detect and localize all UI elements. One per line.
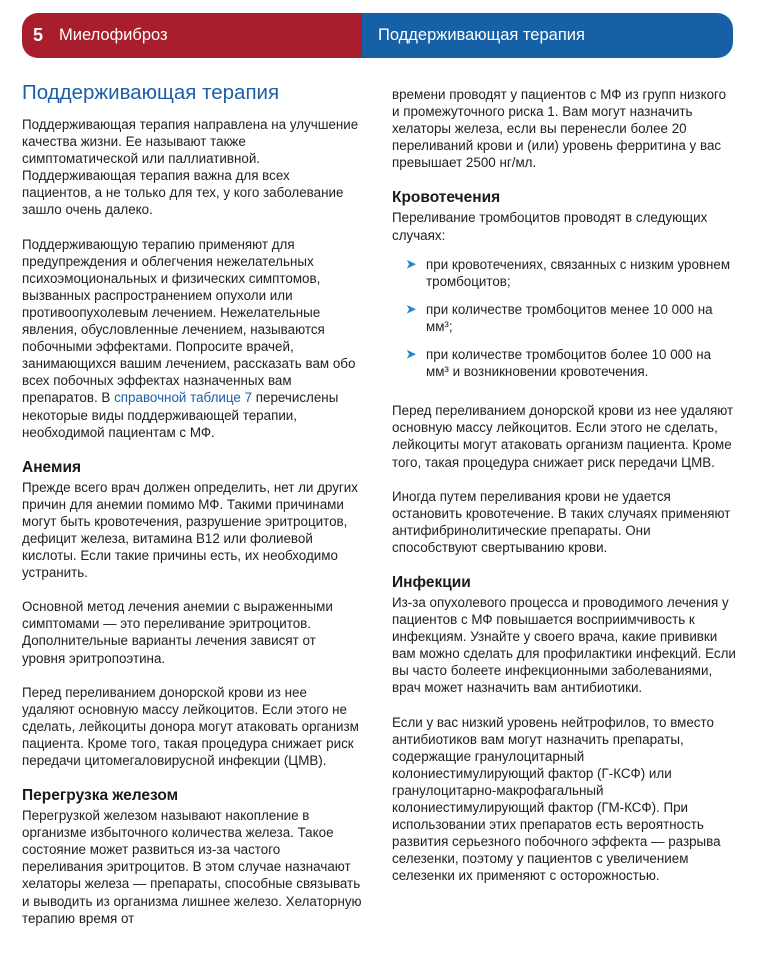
left-column bbox=[22, 80, 362, 927]
chevron-right-icon: ➤ bbox=[406, 347, 417, 362]
bleeding-paragraph-2: Иногда путем переливания крови не удается остановить кровотечение. В таких случаях применяют антифибринолитические препараты. Они способствуют свертыванию крови. bbox=[392, 488, 731, 555]
infections-heading: Инфекции bbox=[392, 573, 471, 591]
bleeding-paragraph-1: Перед переливанием донорской крови из нее удаляют основную массу лейкоцитов. Если этого не сделать, лейкоциты могут атаковать организм пациента. Кроме того, такая процедура снижает риск передачи ЦМВ. bbox=[392, 403, 734, 470]
iron-overload-heading: Перегрузка железом bbox=[22, 787, 179, 805]
right-column bbox=[392, 86, 737, 884]
table-7-link[interactable]: справочной таблице 7 bbox=[114, 390, 253, 406]
bleeding-intro: Переливание тромбоцитов проводят в следующих случаях: bbox=[392, 210, 708, 243]
chevron-right-icon: ➤ bbox=[406, 301, 417, 316]
list-item: ➤ при количестве тромбоцитов менее 10 000 на мм³; bbox=[406, 301, 713, 334]
list-item: ➤ при количестве тромбоцитов более 10 000 на мм³ и возникновении кровотечения. bbox=[406, 347, 712, 380]
chevron-right-icon: ➤ bbox=[406, 256, 417, 271]
list-item: ➤ при кровотечениях, связанных с низким уровнем тромбоцитов; bbox=[406, 256, 731, 289]
anemia-paragraph-2: Основной метод лечения анемии с выраженными симптомами — это переливание эритроцитов. Дополнительные варианты лечения зависят от уровня эритропоэтина. bbox=[22, 599, 333, 666]
iron-overload-paragraph: Перегрузкой железом называют накопление в организме избыточного количества железа. Такое состояние может развиться из-за частого переливания эритроцитов. В этом случае назначают хелаторы железа — препараты, способные связывать и выводить из организма лишнее железо. Хелаторную терапию время от bbox=[22, 808, 362, 926]
infections-paragraph-2: Если у вас низкий уровень нейтрофилов, то вместо антибиотиков вам могут назначить препараты, содержащие гранулоцитарный колониестимулирующий фактор (Г-КСФ) или гранулоцитарно-макрофагальный колониестимулирующий фактор (ГМ-КСФ). При использовании этих препаратов есть вероятность развития серьезного побочного эффекта — разрыва селезенки, поэтому у пациентов с увеличением селезенки их применяют с осторожностью. bbox=[392, 714, 721, 884]
chapter-band bbox=[22, 13, 362, 58]
anemia-paragraph-3: Перед переливанием донорской крови из нее удаляют основную массу лейкоцитов. Если этого не сделать, лейкоциты донора могут атаковать организм пациента. Кроме того, такая процедура снижает риск передачи цитомегаловирусной инфекции (ЦМВ). bbox=[22, 684, 359, 768]
infections-paragraph-1: Из-за опухолевого процесса и проводимого лечения у пациентов с МФ повышается восприимчивость к инфекциям. Узнайте у своего врача, какие прививки вам можно сделать для профилактики инфекций. Если вы часто болеете инфекционными заболеваниями, врач может назначить вам антибиотики. bbox=[392, 594, 736, 696]
page-number: 5 bbox=[33, 25, 44, 45]
bleeding-heading: Кровотечения bbox=[392, 189, 501, 207]
iron-overload-continued: времени проводят у пациентов с МФ из групп низкого и промежуточного риска 1. Вам могут назначить хелаторы железа, если вы перенесли более 20 переливаний крови и (или) уровень ферритина у вас превышает 2500 нг/мл. bbox=[392, 87, 727, 171]
section-band bbox=[362, 13, 733, 58]
page-title: Поддерживающая терапия bbox=[22, 81, 280, 104]
intro-paragraph-2-tail: перечислены некоторые виды поддерживающей терапии, необходимой пациентам с МФ. bbox=[22, 390, 339, 440]
anemia-heading: Анемия bbox=[22, 458, 82, 476]
chapter-title: Миелофиброз bbox=[59, 26, 168, 44]
platelet-transfusion-list bbox=[392, 256, 737, 381]
intro-paragraph-2 bbox=[22, 236, 362, 441]
intro-paragraph-2-text: Поддерживающую терапию применяют для предупреждения и облегчения нежелательных психоэмоциональных и физических симптомов, вызванных распространением опухоли или противоопухолевым лечением. Нежелательные явления, обусловленные лечением, называются побочными эффектами. Попросите врачей, занимающихся вашим лечением, рассказать вам обо всех побочных эффектах назначенных вам препаратов. В bbox=[22, 236, 356, 406]
intro-paragraph-1: Поддерживающая терапия направлена на улучшение качества жизни. Ее называют также симптоматической или паллиативной. Поддерживающая терапия важна для всех пациентов, а не только для тех, у кого заболевание зашло очень далеко. bbox=[22, 117, 359, 218]
anemia-paragraph-1: Прежде всего врач должен определить, нет ли других причин для анемии помимо МФ. Такими причинами могут быть кровотечения, разрушение эритроцитов, дефицит железа, витамина B12 или фолиевой кислоты. Если такие причины есть, их необходимо устранить. bbox=[22, 479, 358, 581]
section-title: Поддерживающая терапия bbox=[378, 26, 585, 44]
page-header bbox=[22, 13, 733, 58]
